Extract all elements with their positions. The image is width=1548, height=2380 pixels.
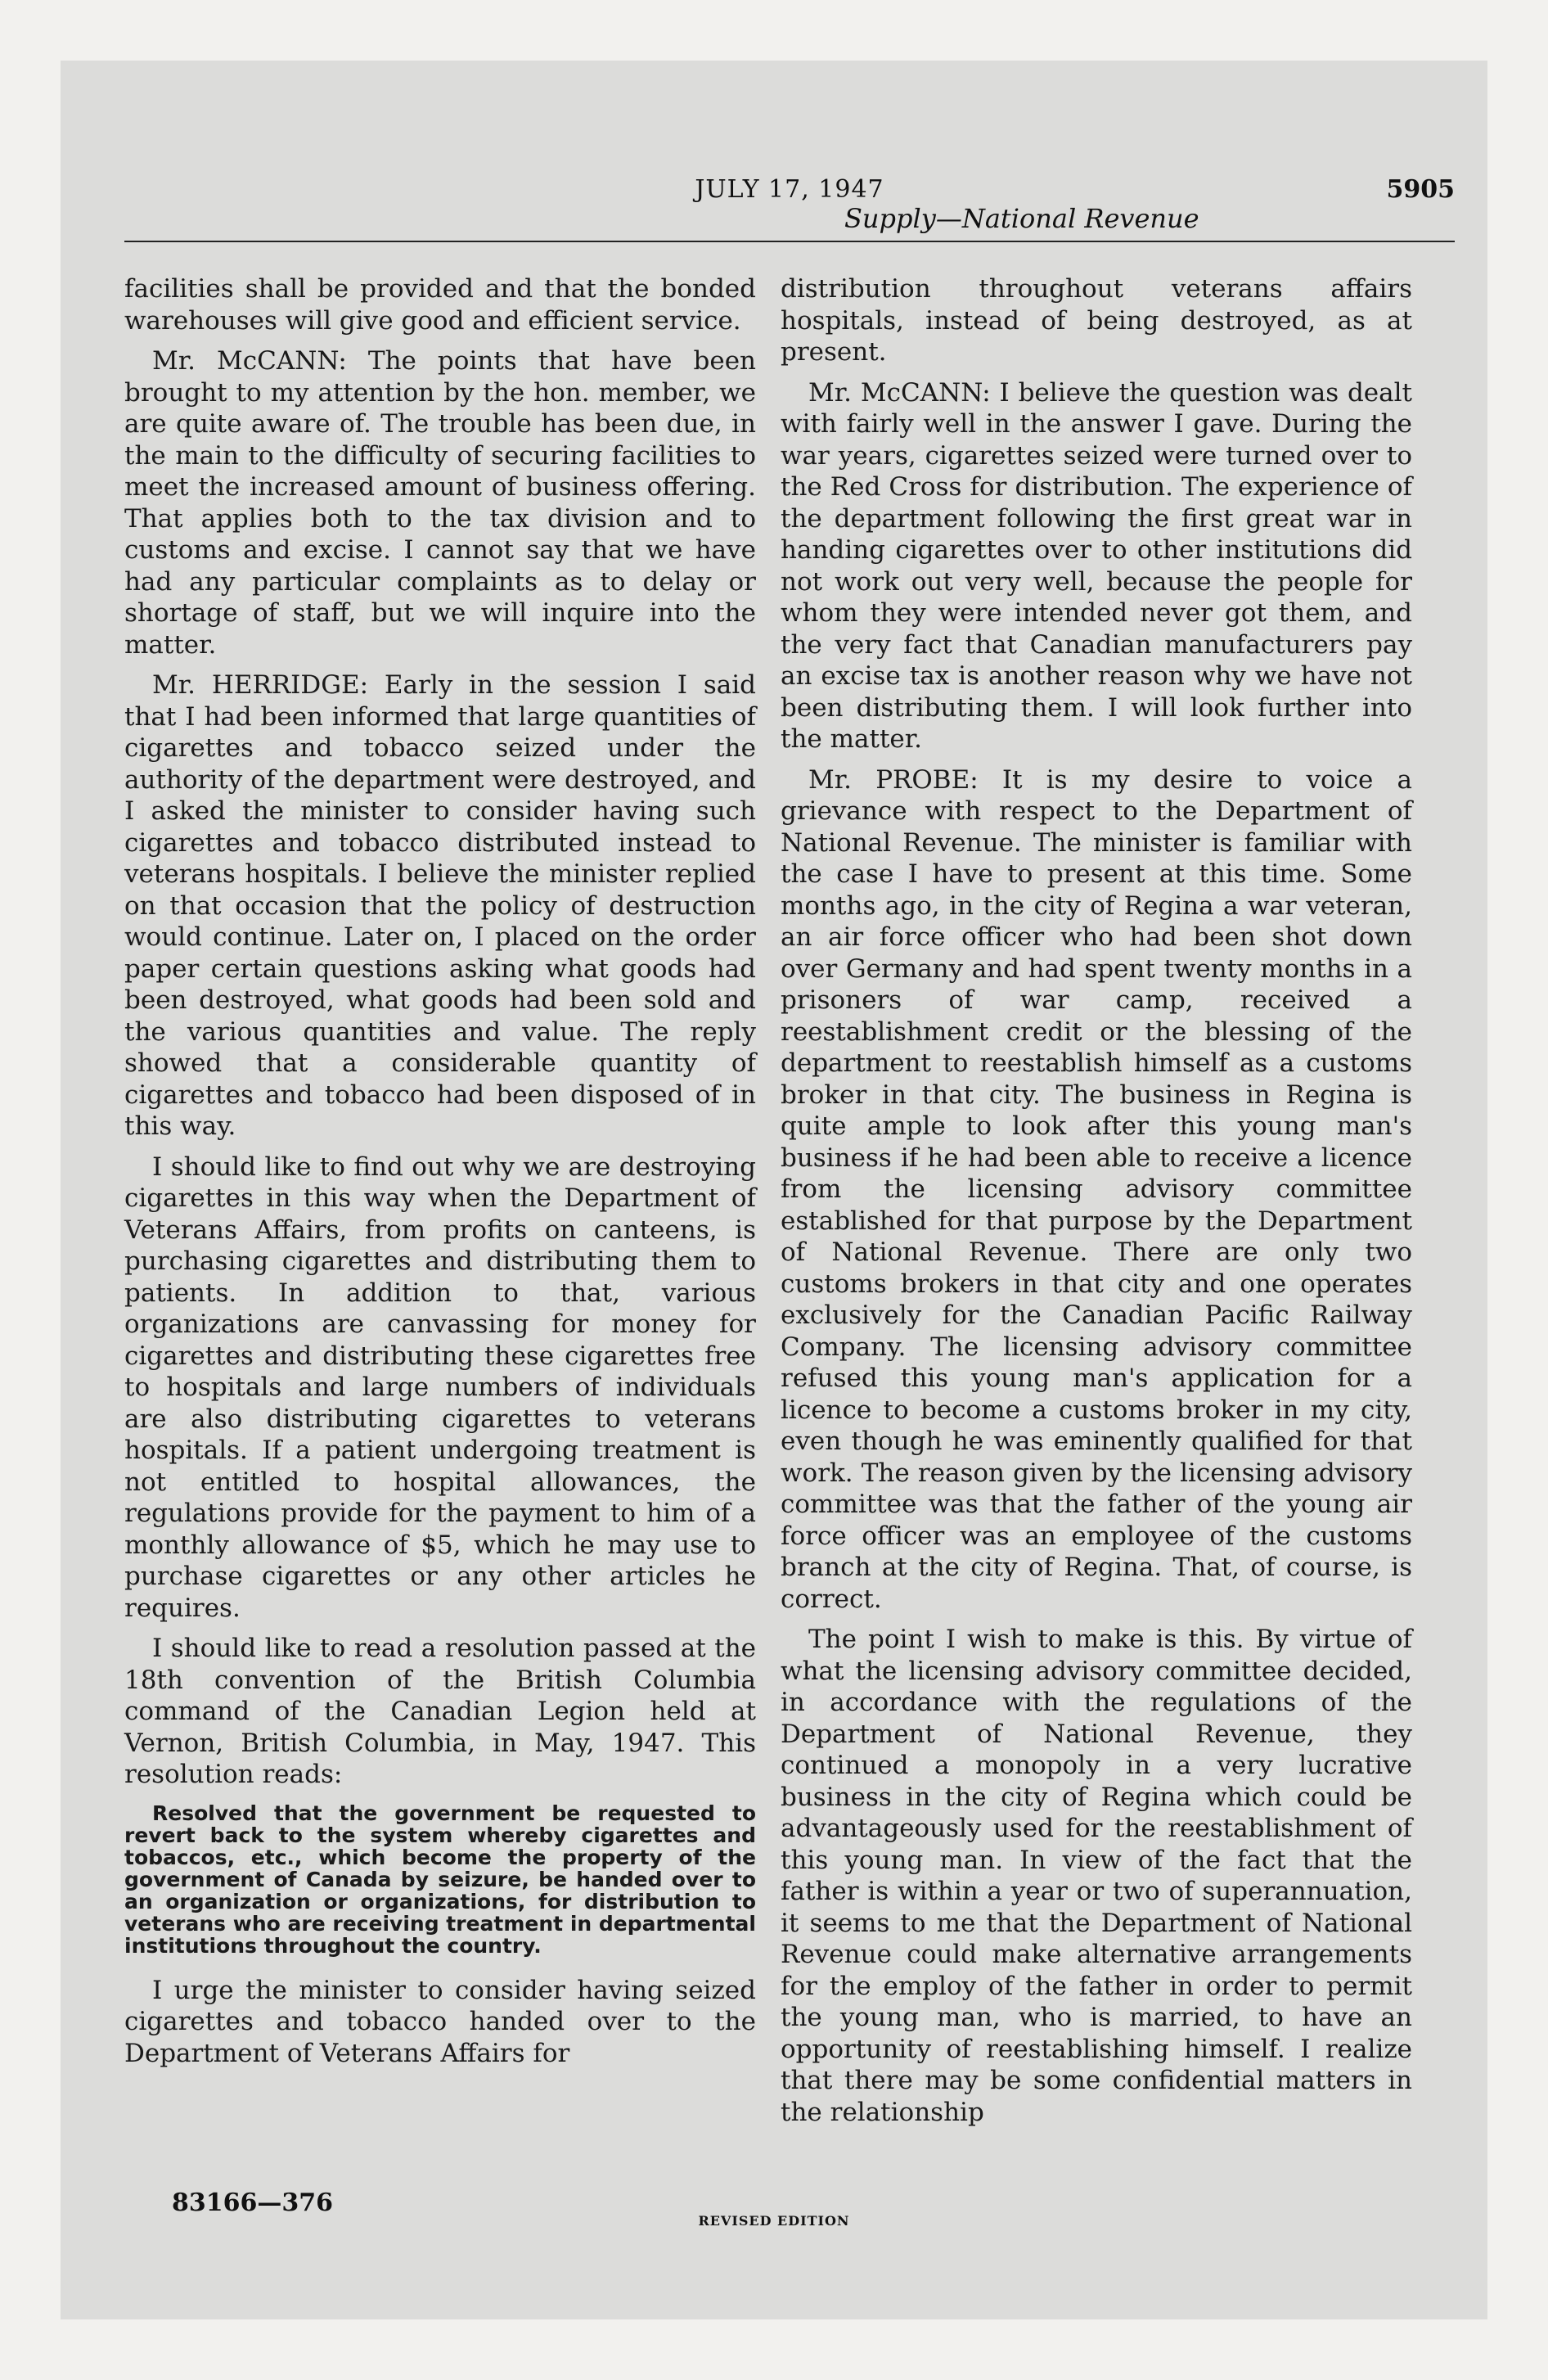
paragraph: Mr. McCANN: The points that have been brought to my attention by the hon. member, we are quite aware of. The trouble has been due, in the main to the difficulty of securing facilities to meet the increased amount of business offering. That applies both to the tax division and to customs and excise. I cannot say that we have had any particular complaints as to delay or shortage of staff, but we will inquire into the matter.: [124, 346, 756, 660]
resolution-quote: Resolved that the government be requested to revert back to the system whereby cigarettes and tobaccos, etc., which become the property of the government of Canada by seizure, be handed over to an organization or organizations, for distribution to veterans who are receiving treatment in departmental institutions throughout the country.: [124, 1801, 756, 1958]
paragraph: I should like to read a resolution passed at the 18th convention of the British Columbia command of the Canadian Legion held at Vernon, British Columbia, in May, 1947. This resolution reads:: [124, 1634, 756, 1789]
page-number: 5905: [1386, 175, 1455, 204]
hansard-page: [61, 61, 1487, 2319]
paragraph: I should like to find out why we are destroying cigarettes in this way when the Department of Veterans Affairs, from profits on canteens, is purchasing cigarettes and distributing them to patients. In addition to that, various organizations are canvassing for money for cigarettes and distributing these cigarettes free to hospitals and large numbers of individuals are also distributing cigarettes to veterans hospitals. If a patient undergoing treatment is not entitled to hospital allowances, the regulations provide for the payment to him of a monthly allowance of $5, which he may use to purchase cigarettes or any other articles he requires.: [124, 1152, 756, 1623]
header-rule: [124, 241, 1455, 242]
right-column: [781, 273, 1412, 2137]
page-date: JULY 17, 1947: [695, 175, 884, 204]
print-code: 83166—376: [172, 2188, 333, 2217]
edition-label: REVISED EDITION: [698, 2213, 850, 2229]
paragraph: Mr. McCANN: I believe the question was dealt with fairly well in the answer I gave. During the war years, cigarettes seized were turned over to the Red Cross for distribution. The experience of the department following the first great war in handing cigarettes over to other institutions did not work out very well, because the people for whom they were intended never got them, and the very fact that Canadian manufacturers pay an excise tax is another reason why we have not been distributing them. I will look further into the matter.: [781, 377, 1412, 754]
paragraph: I urge the minister to consider having seized cigarettes and tobacco handed over to the Department of Veterans Affairs for: [124, 1975, 756, 2068]
paragraph: distribution throughout veterans affairs hospitals, instead of being destroyed, as at present.: [781, 274, 1412, 367]
left-column: [124, 273, 756, 2078]
paragraph: Mr. HERRIDGE: Early in the session I said that I had been informed that large quantities of cigarettes and tobacco seized under the authority of the department were destroyed, and I asked the minister to consider having such cigarettes and tobacco distributed instead to veterans hospitals. I believe the minister replied on that occasion that the policy of destruction would continue. Later on, I placed on the order paper certain questions asking what goods had been destroyed, what goods had been sold and the various quantities and value. The reply showed that a considerable quantity of cigarettes and tobacco had been disposed of in this way.: [124, 670, 756, 1141]
paragraph: The point I wish to make is this. By virtue of what the licensing advisory committee decided, in accordance with the regulations of the Department of National Revenue, they continued a monopoly in a very lucrative business in the city of Regina which could be advantageously used for the reestablishment of this young man. In view of the fact that the father is within a year or two of superannuation, it seems to me that the Department of National Revenue could make alternative arrangements for the employ of the father in order to permit the young man, who is married, to have an opportunity of reestablishing himself. I realize that there may be some confidential matters in the relationship: [781, 1625, 1412, 2127]
paragraph: facilities shall be provided and that the bonded warehouses will give good and efficient service.: [124, 274, 756, 336]
section-title: Supply—National Revenue: [844, 203, 1199, 234]
paragraph: Mr. PROBE: It is my desire to voice a grievance with respect to the Department of National Revenue. The minister is familiar with the case I have to present at this time. Some months ago, in the city of Regina a war veteran, an air force officer who had been shot down over Germany and had spent twenty months in a prisoners of war camp, received a reestablishment credit or the blessing of the department to reestablish himself as a customs broker in that city. The business in Regina is quite ample to look after this young man's business if he had been able to receive a licence from the licensing advisory committee established for that purpose by the Department of National Revenue. There are only two customs brokers in that city and one operates exclusively for the Canadian Pacific Railway Company. The licensing advisory committee refused this young man's application for a licence to become a customs broker in my city, even though he was eminently qualified for that work. The reason given by the licensing advisory committee was that the father of the young air force officer was an employee of the customs branch at the city of Regina. That, of course, is correct.: [781, 764, 1412, 1614]
